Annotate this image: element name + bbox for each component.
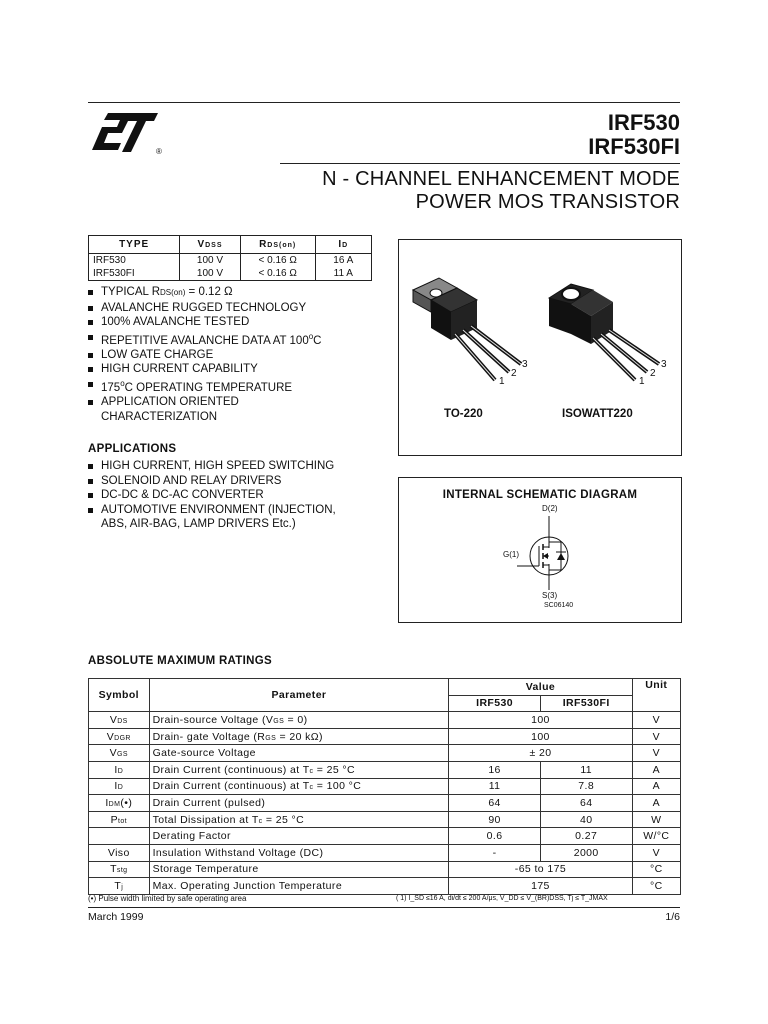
applications-list bbox=[88, 459, 388, 532]
parameter-cell: Drain Current (pulsed) bbox=[149, 795, 449, 812]
unit-col-header: Unit bbox=[632, 679, 680, 712]
symbol-cell: IDM(•) bbox=[89, 795, 150, 812]
source-label: S(3) bbox=[542, 591, 558, 600]
top-rule bbox=[88, 102, 680, 103]
registered-mark: ® bbox=[156, 147, 162, 156]
st-logo bbox=[88, 110, 168, 160]
type-table bbox=[88, 235, 372, 281]
mosfet-schematic-icon bbox=[399, 478, 681, 622]
value-cell: 100 bbox=[449, 712, 632, 729]
type-cell: IRF530FI bbox=[89, 267, 180, 281]
irf530fi-value-cell: 7.8 bbox=[540, 778, 632, 795]
subtitle-line-2: POWER MOS TRANSISTOR bbox=[415, 191, 680, 213]
footer-date: March 1999 bbox=[88, 911, 144, 923]
parameter-cell: Derating Factor bbox=[149, 828, 449, 845]
ratings-row bbox=[89, 728, 681, 745]
vdss-cell: 100 V bbox=[180, 267, 240, 281]
isowatt220-package-icon bbox=[549, 284, 659, 380]
parameter-cell: Drain-source Voltage (VGS = 0) bbox=[149, 712, 449, 729]
symbol-cell: Tj bbox=[89, 878, 150, 895]
pin-label-right: 1 bbox=[639, 376, 645, 387]
unit-cell: V bbox=[632, 728, 680, 745]
pin-label-right: 2 bbox=[650, 368, 656, 379]
applications-heading: APPLICATIONS bbox=[88, 443, 177, 455]
value-col-header: Value bbox=[449, 679, 632, 696]
irf530-value-cell: - bbox=[449, 844, 540, 861]
schematic-box bbox=[398, 477, 682, 623]
irf530fi-col-header: IRF530FI bbox=[540, 695, 632, 712]
rdson-cell: < 0.16 Ω bbox=[240, 267, 315, 281]
parameter-cell: Drain- gate Voltage (RGS = 20 kΩ) bbox=[149, 728, 449, 745]
title-rule bbox=[280, 163, 680, 164]
ratings-row bbox=[89, 778, 681, 795]
ratings-table bbox=[88, 678, 681, 895]
rdson-cell: < 0.16 Ω bbox=[240, 254, 315, 268]
pin-label-left: 2 bbox=[511, 368, 517, 379]
package-label-to220: TO-220 bbox=[444, 408, 483, 420]
parameter-col-header: Parameter bbox=[149, 679, 449, 712]
footnote-pulse: (•) Pulse width limited by safe operating area bbox=[88, 894, 247, 903]
parameter-cell: Storage Temperature bbox=[149, 861, 449, 878]
id-cell: 16 A bbox=[315, 254, 371, 268]
drain-label: D(2) bbox=[542, 504, 558, 513]
irf530fi-value-cell: 2000 bbox=[540, 844, 632, 861]
irf530-value-cell: 11 bbox=[449, 778, 540, 795]
irf530fi-value-cell: 64 bbox=[540, 795, 632, 812]
footer-rule bbox=[88, 907, 680, 908]
footer-page-number: 1/6 bbox=[665, 911, 680, 923]
vdss-cell: 100 V bbox=[180, 254, 240, 268]
application-item: DC-DC & DC-AC CONVERTER bbox=[88, 488, 388, 503]
package-label-isowatt220: ISOWATT220 bbox=[562, 408, 633, 420]
ratings-row bbox=[89, 761, 681, 778]
irf530-value-cell: 90 bbox=[449, 811, 540, 828]
ratings-row bbox=[89, 878, 681, 895]
type-col-header: TYPE bbox=[89, 236, 180, 254]
id-cell: 11 A bbox=[315, 267, 371, 281]
unit-cell: V bbox=[632, 712, 680, 729]
ratings-row bbox=[89, 745, 681, 762]
feature-item: 100% AVALANCHE TESTED bbox=[88, 315, 388, 330]
symbol-cell: Ptot bbox=[89, 811, 150, 828]
to220-package-icon bbox=[413, 278, 521, 380]
symbol-cell: Tstg bbox=[89, 861, 150, 878]
unit-cell: V bbox=[632, 745, 680, 762]
unit-cell: A bbox=[632, 795, 680, 812]
symbol-cell: Viso bbox=[89, 844, 150, 861]
irf530-col-header: IRF530 bbox=[449, 695, 540, 712]
feature-item: REPETITIVE AVALANCHE DATA AT 100$^o$C bbox=[88, 330, 388, 348]
schematic-heading: INTERNAL SCHEMATIC DIAGRAM bbox=[442, 489, 638, 501]
irf530fi-value-cell: 11 bbox=[540, 761, 632, 778]
symbol-cell: VGS bbox=[89, 745, 150, 762]
symbol-cell: VDS bbox=[89, 712, 150, 729]
ratings-row bbox=[89, 844, 681, 861]
symbol-cell: ID bbox=[89, 778, 150, 795]
unit-cell: W bbox=[632, 811, 680, 828]
footnote-isd: ( 1) I_SD ≤16 A, di/dt ≤ 200 A/μs, V_DD ≤ V_(BR)DSS, Tj ≤ T_JMAX bbox=[396, 895, 608, 902]
parameter-cell: Insulation Withstand Voltage (DC) bbox=[149, 844, 449, 861]
feature-item: TYPICAL RDS(on) = 0.12 Ω bbox=[88, 285, 388, 301]
application-item: AUTOMOTIVE ENVIRONMENT (INJECTION, ABS, AIR-BAG, LAMP DRIVERS Etc.) bbox=[88, 503, 388, 532]
ratings-row bbox=[89, 712, 681, 729]
feature-item: 175$^o$C OPERATING TEMPERATURE bbox=[88, 377, 388, 395]
id-col-header: ID bbox=[315, 236, 371, 254]
ratings-row bbox=[89, 811, 681, 828]
ratings-row bbox=[89, 828, 681, 845]
symbol-col-header: Symbol bbox=[89, 679, 150, 712]
parameter-cell: Drain Current (continuous) at Tc = 25 °C bbox=[149, 761, 449, 778]
type-cell: IRF530 bbox=[89, 254, 180, 268]
ratings-row bbox=[89, 861, 681, 878]
value-cell: ± 20 bbox=[449, 745, 632, 762]
unit-cell: V bbox=[632, 844, 680, 861]
unit-cell: A bbox=[632, 778, 680, 795]
feature-item: AVALANCHE RUGGED TECHNOLOGY bbox=[88, 301, 388, 316]
irf530-value-cell: 0.6 bbox=[449, 828, 540, 845]
unit-cell: °C bbox=[632, 861, 680, 878]
ratings-heading: ABSOLUTE MAXIMUM RATINGS bbox=[88, 655, 272, 667]
symbol-cell: VDGR bbox=[89, 728, 150, 745]
feature-item: APPLICATION ORIENTED CHARACTERIZATION bbox=[88, 395, 388, 424]
parameter-cell: Gate-source Voltage bbox=[149, 745, 449, 762]
rdson-col-header: RDS(on) bbox=[240, 236, 315, 254]
feature-item: LOW GATE CHARGE bbox=[88, 348, 388, 363]
unit-cell: W/°C bbox=[632, 828, 680, 845]
irf530fi-value-cell: 40 bbox=[540, 811, 632, 828]
package-box bbox=[398, 239, 682, 456]
pin-label-left: 1 bbox=[499, 376, 505, 387]
part-number-primary: IRF530 bbox=[607, 110, 680, 135]
unit-cell: A bbox=[632, 761, 680, 778]
value-cell: 175 bbox=[449, 878, 632, 895]
value-cell: -65 to 175 bbox=[449, 861, 632, 878]
application-item: SOLENOID AND RELAY DRIVERS bbox=[88, 474, 388, 489]
symbol-cell bbox=[89, 828, 150, 845]
irf530-value-cell: 64 bbox=[449, 795, 540, 812]
feature-item: HIGH CURRENT CAPABILITY bbox=[88, 362, 388, 377]
symbol-cell: ID bbox=[89, 761, 150, 778]
ratings-row bbox=[89, 795, 681, 812]
pin-label-right: 3 bbox=[661, 359, 667, 370]
gate-label: G(1) bbox=[503, 550, 519, 559]
subtitle-line-1: N - CHANNEL ENHANCEMENT MODE bbox=[322, 168, 680, 190]
unit-cell: °C bbox=[632, 878, 680, 895]
feature-list bbox=[88, 285, 388, 424]
irf530fi-value-cell: 0.27 bbox=[540, 828, 632, 845]
schematic-code: SC06140 bbox=[544, 602, 574, 609]
parameter-cell: Max. Operating Junction Temperature bbox=[149, 878, 449, 895]
pin-label-left: 3 bbox=[522, 359, 528, 370]
application-item: HIGH CURRENT, HIGH SPEED SWITCHING bbox=[88, 459, 388, 474]
parameter-cell: Total Dissipation at Tc = 25 °C bbox=[149, 811, 449, 828]
part-number-secondary: IRF530FI bbox=[588, 134, 680, 159]
vdss-col-header: VDSS bbox=[180, 236, 240, 254]
value-cell: 100 bbox=[449, 728, 632, 745]
irf530-value-cell: 16 bbox=[449, 761, 540, 778]
parameter-cell: Drain Current (continuous) at Tc = 100 °C bbox=[149, 778, 449, 795]
